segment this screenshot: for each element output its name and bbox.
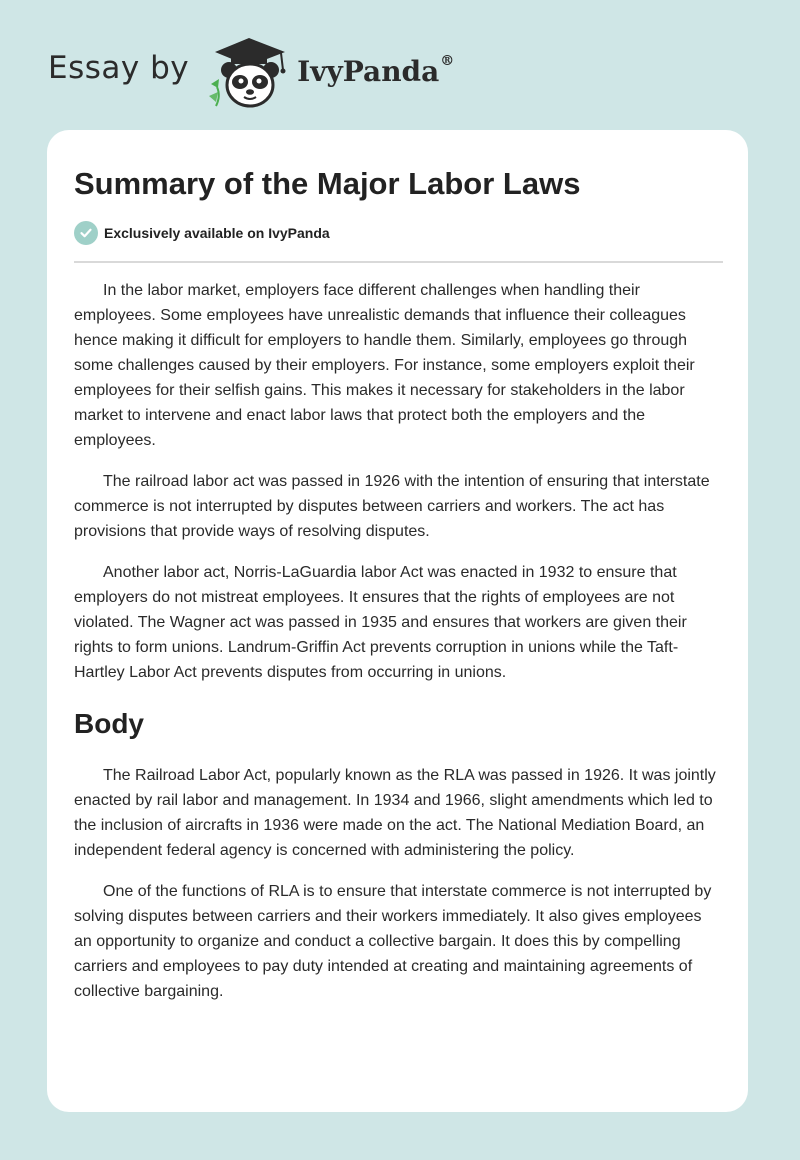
essay-by-label: Essay by [48, 50, 190, 86]
essay-card [47, 130, 748, 1112]
registered-mark: ® [440, 52, 455, 69]
site-header [48, 30, 454, 110]
paragraph: The railroad labor act was passed in 1926 with the intention of ensuring that interstate commerce is not interrupted by disputes between carriers and workers. The act has provisions that provide ways of resolving disputes. [74, 473, 710, 540]
divider [74, 261, 723, 263]
paragraph: The Railroad Labor Act, popularly known as the RLA was passed in 1926. It was jointly enacted by rail labor and management. In 1934 and 1966, slight amendments which led to the inclusion of aircrafts in 1936 were made on the act. The National Mediation Board, an independent federal agency is concerned with administering the policy. [74, 767, 716, 859]
paragraph: One of the functions of RLA is to ensure that interstate commerce is not interrupted by solving disputes between carriers and their workers immediately. It also gives employees an opportunity to organize and conduct a collective bargain. It does this by compelling carriers and employees to pay duty intended at creating and maintaining agreements of collective bargaining. [74, 883, 712, 1000]
brand-text: IvyPanda [297, 54, 440, 88]
exclusive-badge [74, 220, 723, 246]
paragraph: Another labor act, Norris-LaGuardia labor Act was enacted in 1932 to ensure that employers do not mistreat employees. It ensures that the rights of employees are not violated. The Wagner act was passed in 1935 and ensures that workers are given their rights to form unions. Landrum-Griffin Act prevents corruption in unions while the Taft-Hartley Labor Act prevents disputes from occurring in unions. [74, 564, 687, 681]
paragraph: In the labor market, employers face different challenges when handling their employees. Some employees have unrealistic demands that influence their colleagues hence making it difficult for employers to handle them. Similarly, employees go through some challenges caused by their employers. For instance, some employers exploit their employees for their selfish gains. This makes it necessary for stakeholders in the labor market to intervene and enact labor laws that protect both the employers and the employees. [74, 282, 695, 449]
page-title: Summary of the Major Labor Laws [74, 166, 581, 201]
section-heading: Body [74, 708, 144, 739]
brand-name[interactable] [297, 52, 455, 88]
check-circle-icon [74, 221, 98, 245]
exclusive-label: Exclusively available on IvyPanda [104, 225, 330, 241]
panda-graduate-icon[interactable] [203, 30, 293, 110]
